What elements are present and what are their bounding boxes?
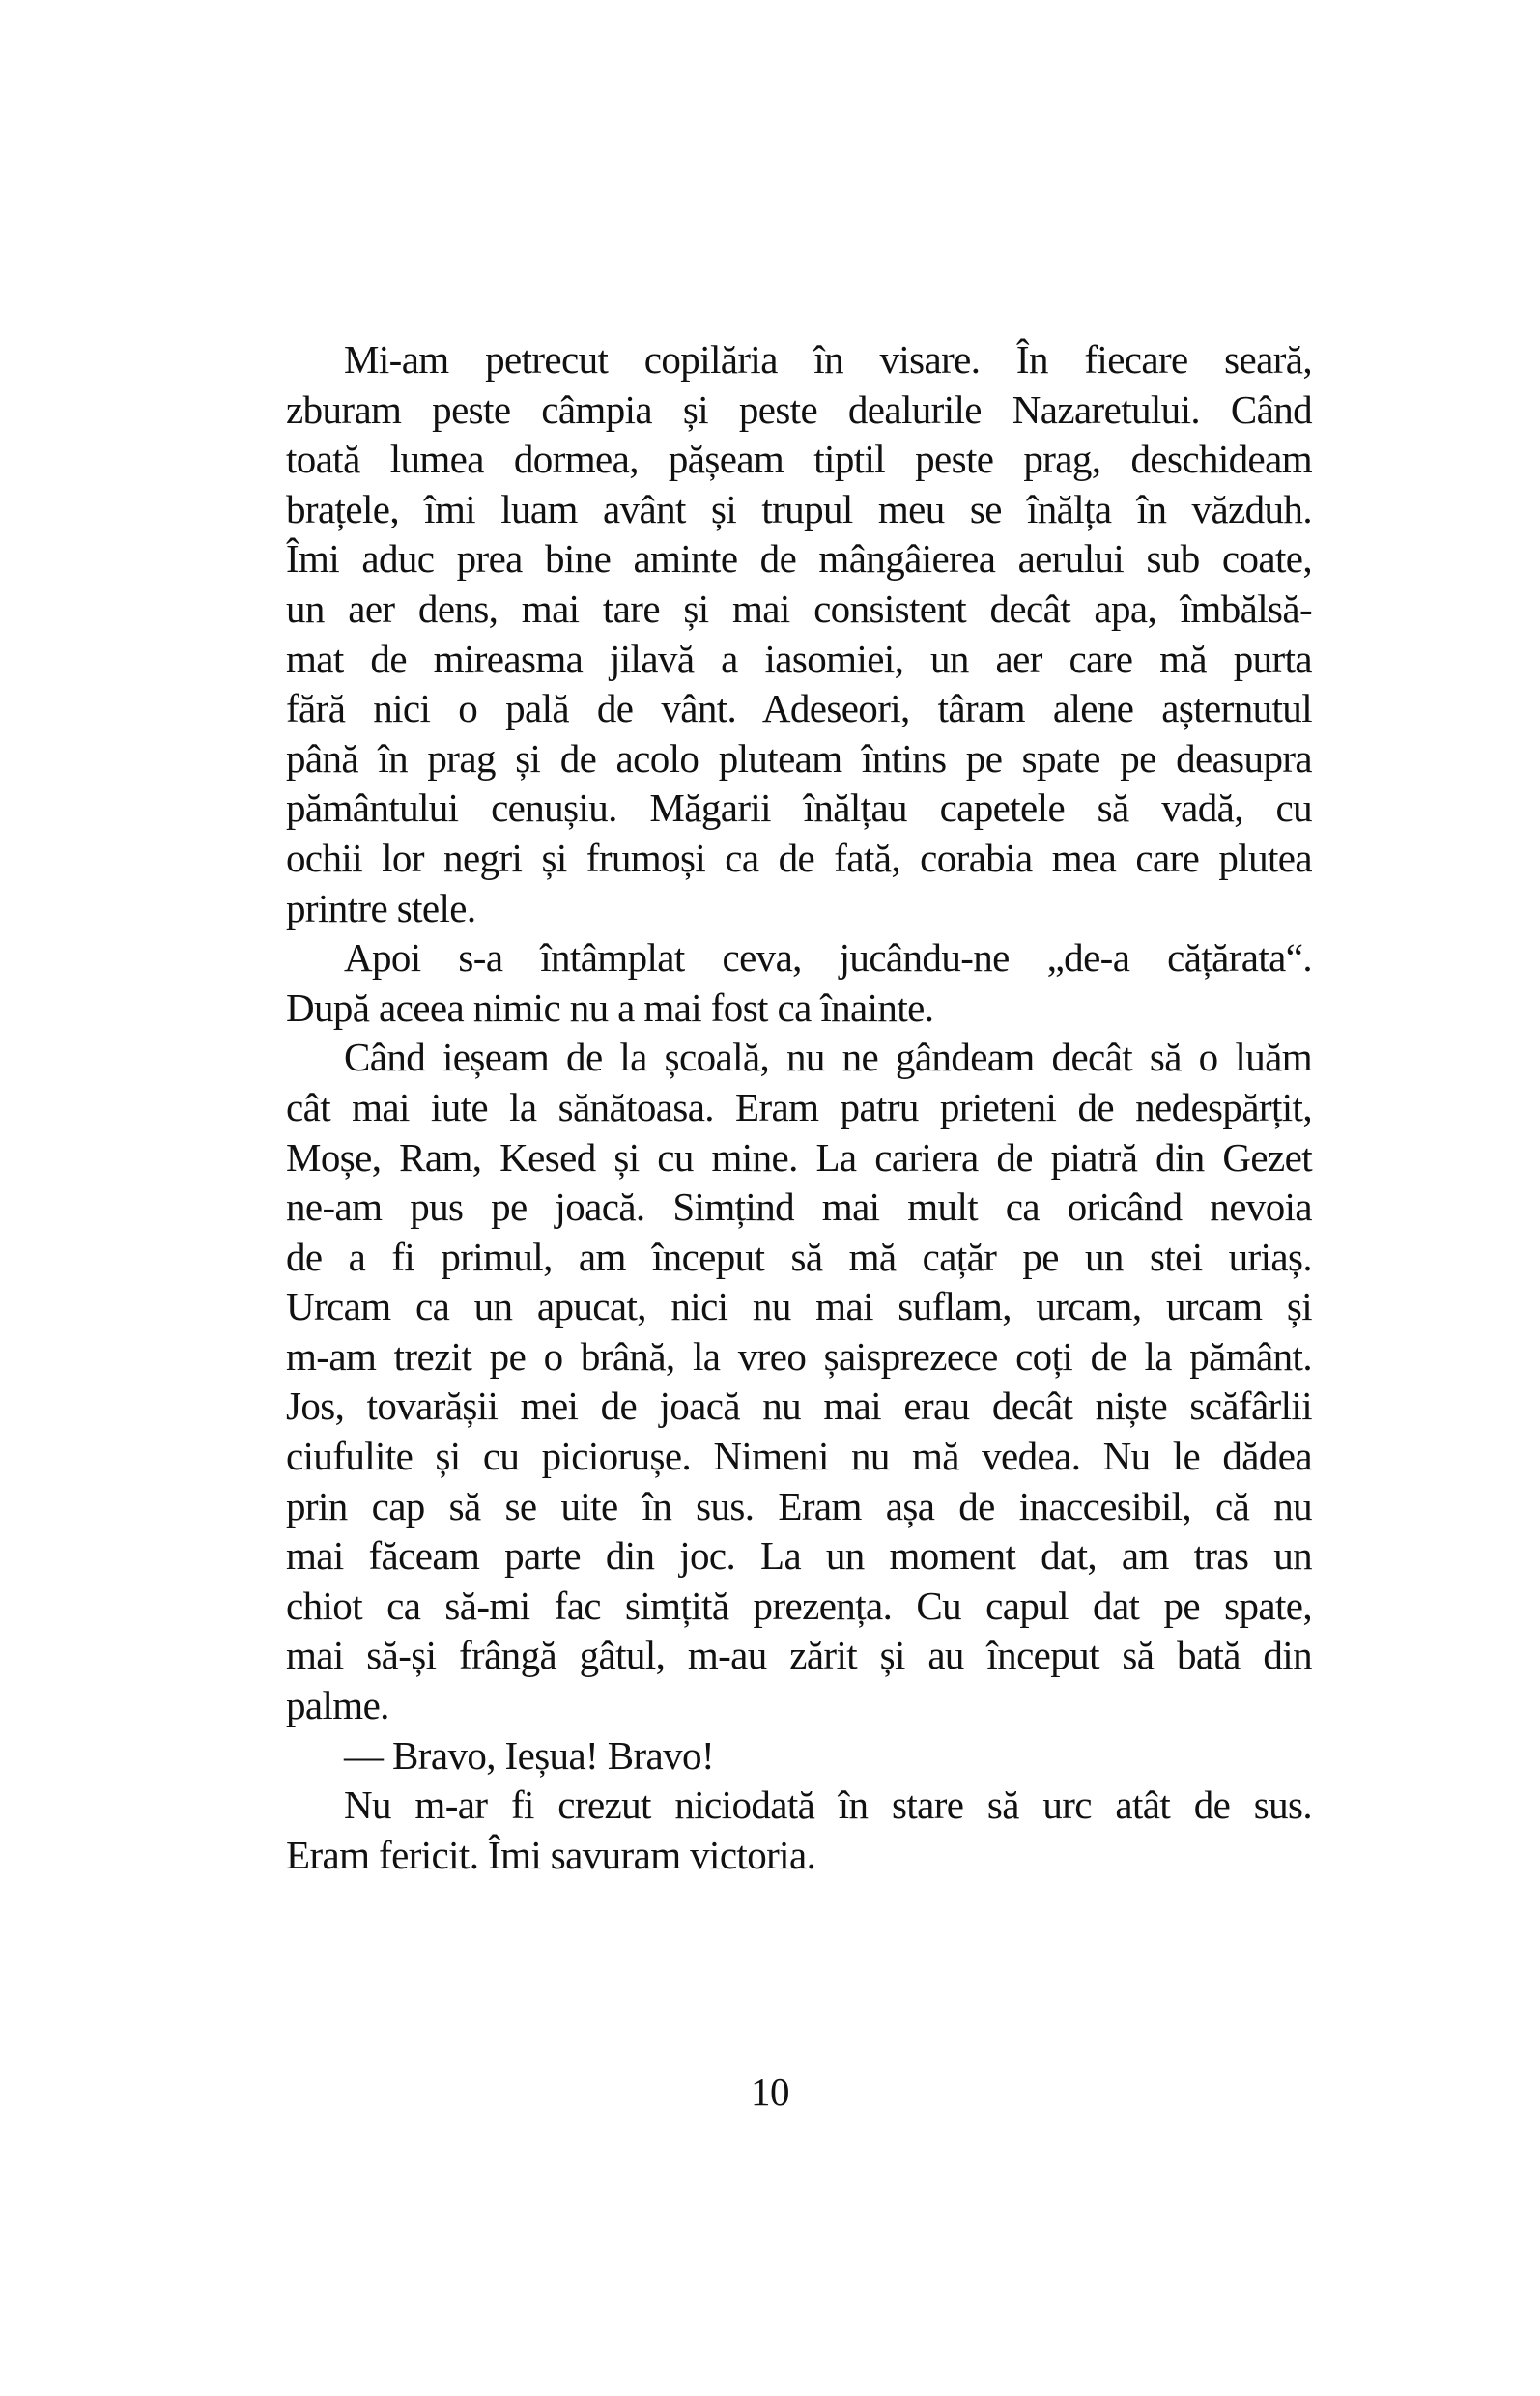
text-line: un aer dens, mai tare și mai consistent decât apa, îmbălsă- bbox=[286, 585, 1312, 631]
text-line: brațele, îmi luam avânt și trupul meu se înălța în văzduh. bbox=[286, 486, 1312, 531]
text-line: mai făceam parte din joc. La un moment dat, am tras un bbox=[286, 1533, 1312, 1579]
paragraph bbox=[286, 335, 1312, 933]
text-line: Mi-am petrecut copilăria în visare. În fiecare seară, bbox=[344, 337, 1312, 382]
text-line: Nu m-ar fi crezut niciodată în stare să urc atât de sus. bbox=[344, 1783, 1312, 1828]
text-line: pământului cenușiu. Măgarii înălțau capetele să vadă, cu bbox=[286, 785, 1312, 831]
text-line: palme. bbox=[286, 1683, 389, 1728]
text-line: mai să-și frângă gâtul, m-au zărit și au început să bată din bbox=[286, 1633, 1312, 1678]
dialogue-paragraph bbox=[286, 1731, 1312, 1782]
paragraph bbox=[286, 1033, 1312, 1730]
text-line: printre stele. bbox=[286, 885, 476, 930]
text-line: Când ieșeam de la școală, nu ne gândeam decât să o luăm bbox=[344, 1035, 1312, 1080]
text-line: ne-am pus pe joacă. Simțind mai mult ca oricând nevoia bbox=[286, 1184, 1312, 1230]
paragraph bbox=[286, 1781, 1312, 1880]
text-line: — Bravo, Ieșua! Bravo! bbox=[344, 1732, 715, 1778]
text-line: până în prag și de acolo pluteam întins pe spate pe deasupra bbox=[286, 735, 1312, 781]
text-line: Apoi s-a întâmplat ceva, jucându-ne „de-a cățărata“. bbox=[344, 935, 1312, 981]
text-line: m-am trezit pe o brână, la vreo șaisprezece coți de la pământ. bbox=[286, 1333, 1312, 1379]
text-line: chiot ca să-mi fac simțită prezența. Cu capul dat pe spate, bbox=[286, 1583, 1312, 1628]
text-line: Moșe, Ram, Kesed și cu mine. La cariera de piatră din Gezet bbox=[286, 1134, 1312, 1180]
text-line: După aceea nimic nu a mai fost ca înainte. bbox=[286, 984, 934, 1030]
text-line: ochii lor negri și frumoși ca de fată, corabia mea care plutea bbox=[286, 835, 1312, 880]
paragraph bbox=[286, 933, 1312, 1033]
text-line: Eram fericit. Îmi savuram victoria. bbox=[286, 1832, 816, 1877]
text-line: cât mai iute la sănătoasa. Eram patru prieteni de nedespărțit, bbox=[286, 1084, 1312, 1129]
page-number: 10 bbox=[751, 2069, 789, 2114]
text-line: ciufulite și cu piciorușe. Nimeni nu mă vedea. Nu le dădea bbox=[286, 1434, 1312, 1479]
text-line: zburam peste câmpia și peste dealurile Nazaretului. Când bbox=[286, 386, 1312, 432]
text-line: Urcam ca un apucat, nici nu mai suflam, urcam, urcam și bbox=[286, 1284, 1312, 1329]
body-text bbox=[286, 335, 1312, 1880]
text-line: toată lumea dormea, pășeam tiptil peste prag, deschideam bbox=[286, 437, 1312, 482]
text-line: mat de mireasma jilavă a iasomiei, un aer care mă purta bbox=[286, 636, 1312, 681]
text-line: de a fi primul, am început să mă cațăr pe un stei uriaș. bbox=[286, 1234, 1312, 1279]
text-line: prin cap să se uite în sus. Eram așa de inaccesibil, că nu bbox=[286, 1483, 1312, 1528]
text-line: fără nici o pală de vânt. Adeseori, târam alene așternutul bbox=[286, 686, 1312, 731]
text-line: Îmi aduc prea bine aminte de mângâierea aerului sub coate, bbox=[286, 536, 1312, 582]
text-line: Jos, tovarășii mei de joacă nu mai erau decât niște scăfârlii bbox=[286, 1383, 1312, 1429]
